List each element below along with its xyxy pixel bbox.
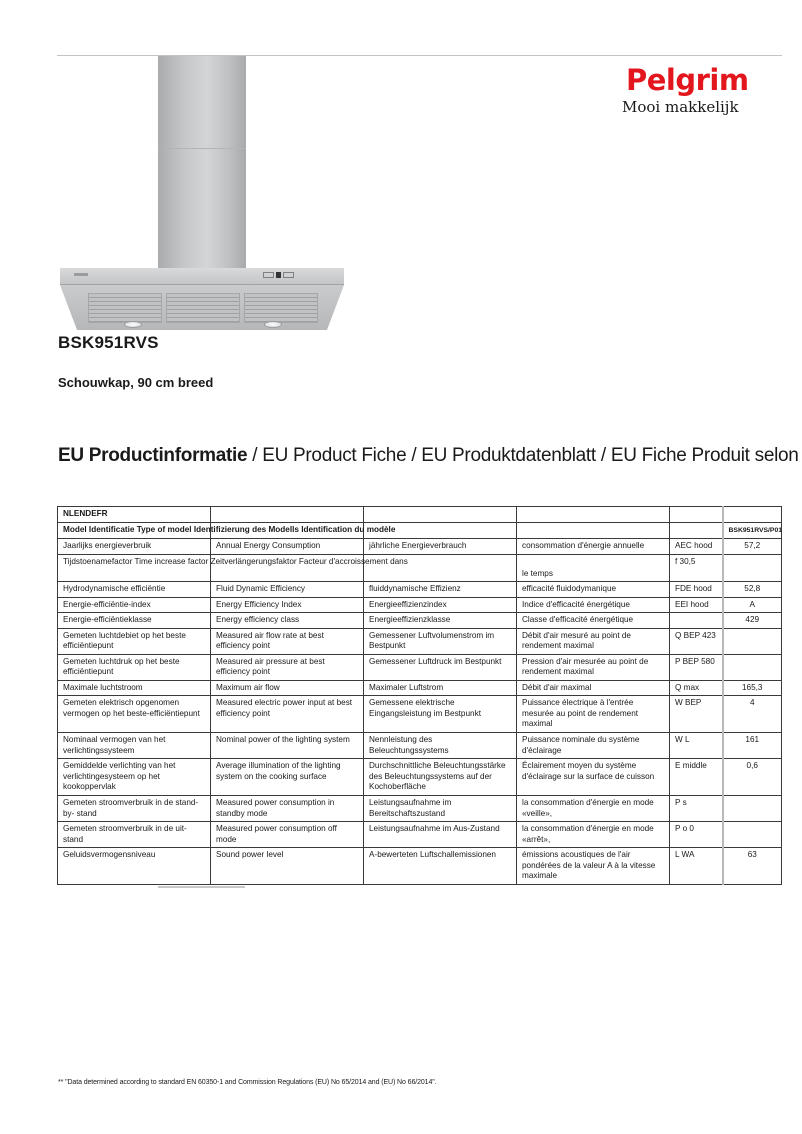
cell-nl: Energie-efficiëntie-index	[58, 597, 211, 613]
product-image	[57, 56, 347, 336]
cell-de: fluiddynamische Effizienz	[364, 582, 517, 598]
cell-en: Average illumination of the lighting system on the cooking surface	[211, 759, 364, 796]
hood-canopy-bottom	[60, 285, 344, 330]
brand-tagline: Mooi makkelijk	[622, 98, 739, 116]
cell-fr: Puissance nominale du système d'éclairage	[517, 733, 670, 759]
section-title-rest: / EU Product Fiche / EU Produktdatenblatt / EU Fiche Produit selon	[247, 445, 799, 466]
grease-filter-middle	[166, 293, 240, 323]
table-row	[58, 696, 782, 733]
cell-nl: Jaarlijks energieverbruik	[58, 539, 211, 555]
cell-nl: Gemeten stroomverbruik in de uit-stand	[58, 822, 211, 848]
table-row	[58, 680, 782, 696]
table-row	[58, 597, 782, 613]
cell-en: Measured power consumption off mode	[211, 822, 364, 848]
cell-en: Energy Efficiency Index	[211, 597, 364, 613]
cell-de: Gemessener Luftvolumenstrom im Bestpunkt	[364, 628, 517, 654]
cell-symbol: f 30,5	[670, 554, 723, 582]
cell-nl: Gemeten luchtdebiet op het beste efficiëntiepunt	[58, 628, 211, 654]
cell-fr: Débit d'air mesuré au point de rendement maximal	[517, 628, 670, 654]
cell-fr: Puissance électrique à l'entrée mesurée au point de rendement maximal	[517, 696, 670, 733]
brand-logo	[622, 63, 749, 116]
model-identification-row	[58, 522, 782, 539]
lamp-right	[264, 321, 282, 328]
cell-en: Measured electric power input at best efficiency point	[211, 696, 364, 733]
section-title-bold: EU Productinformatie	[58, 445, 248, 466]
cell-nl: Maximale luchtstroom	[58, 680, 211, 696]
cell-de: A-bewerteten Luftschallemissionen	[364, 848, 517, 885]
cell-value: 429	[723, 613, 782, 629]
cell-value: 0,6	[723, 759, 782, 796]
cell-value	[723, 654, 782, 680]
language-header: NLENDEFR	[58, 507, 211, 523]
cell-en: Measured power consumption in standby mode	[211, 796, 364, 822]
table-row	[58, 759, 782, 796]
cell-de: Gemessene elektrische Eingangsleistung im Bestpunkt	[364, 696, 517, 733]
footnote: ** "Data determined according to standard EN 60350-1 and Commission Regulations (EU) No 65/2014 and (EU) No 66/2014".	[58, 1079, 437, 1086]
cell-fr: Pression d'air mesurée au point de rendement maximal	[517, 654, 670, 680]
cell-nl: Gemeten elektrisch opgenomen vermogen op het beste-efficiëntiepunt	[58, 696, 211, 733]
cell-de: Gemessener Luftdruck im Bestpunkt	[364, 654, 517, 680]
hood-brand-mark	[74, 273, 88, 276]
cell-en: Energy efficiency class	[211, 613, 364, 629]
table-row	[58, 582, 782, 598]
table-row	[58, 848, 782, 885]
model-title: BSK951RVS	[58, 333, 159, 352]
cell-symbol: P o 0	[670, 822, 723, 848]
cell-nl: Energie-efficiëntieklasse	[58, 613, 211, 629]
cell-en: Annual Energy Consumption	[211, 539, 364, 555]
cell-symbol: EEI hood	[670, 597, 723, 613]
cell-symbol: E middle	[670, 759, 723, 796]
cell-symbol: W L	[670, 733, 723, 759]
table-row	[58, 733, 782, 759]
cell-value: 161	[723, 733, 782, 759]
cell-fr: Classe d'efficacité énergétique	[517, 613, 670, 629]
cell-value: A	[723, 597, 782, 613]
cell-de: Energieeffizienzindex	[364, 597, 517, 613]
cell-value	[723, 628, 782, 654]
table-row	[58, 822, 782, 848]
cell-value: 165,3	[723, 680, 782, 696]
cell-symbol: P s	[670, 796, 723, 822]
cell-en: Maximum air flow	[211, 680, 364, 696]
cell-fr: la consommation d'énergie en mode «veille»,	[517, 796, 670, 822]
cell-fr: Éclairement moyen du système d'éclairage sur la surface de cuisson	[517, 759, 670, 796]
table-row	[58, 539, 782, 555]
cell-symbol: Q max	[670, 680, 723, 696]
cell-nl: Gemiddelde verlichting van het verlichtingesysteem op het kookoppervlak	[58, 759, 211, 796]
cell-symbol	[670, 613, 723, 629]
product-description: Schouwkap, 90 cm breed	[58, 375, 214, 390]
cell-fr: consommation d'énergie annuelle	[517, 539, 670, 555]
hood-canopy-front	[60, 268, 344, 285]
cell-fr: Indice d'efficacité énergétique	[517, 597, 670, 613]
cell-value: 63	[723, 848, 782, 885]
decorative-bar	[158, 886, 245, 888]
cell-value: 52,8	[723, 582, 782, 598]
cell-de: Leistungsaufnahme im Bereitschaftszustand	[364, 796, 517, 822]
hood-chimney	[158, 56, 246, 268]
lamp-left	[124, 321, 142, 328]
cell-symbol: Q BEP 423	[670, 628, 723, 654]
cell-nl: Geluidsvermogensniveau	[58, 848, 211, 885]
cell-fr: la consommation d'énergie en mode «arrêt»,	[517, 822, 670, 848]
table-row	[58, 796, 782, 822]
table-row	[58, 628, 782, 654]
section-title	[58, 445, 799, 467]
table-row	[58, 654, 782, 680]
cell-value	[723, 554, 782, 582]
table-row	[58, 554, 782, 582]
cell-fr: le temps	[517, 554, 670, 582]
hood-controls	[263, 272, 299, 277]
cell-value	[723, 822, 782, 848]
cell-symbol: P BEP 580	[670, 654, 723, 680]
cell-de: Maximaler Luftstrom	[364, 680, 517, 696]
model-identification-value: BSK951RVS/P01	[723, 522, 782, 539]
cell-value	[723, 796, 782, 822]
cell-fr: efficacité fluidodymanique	[517, 582, 670, 598]
model-identification-label: Model Identificatie Type of model Identifizierung des Modells Identification du modèle	[58, 522, 211, 539]
cell-symbol: W BEP	[670, 696, 723, 733]
table-row	[58, 613, 782, 629]
cell-fr: émissions acoustiques de l'air pondérées de la valeur A à la vitesse maximale	[517, 848, 670, 885]
language-header-row	[58, 507, 782, 523]
cell-en: Sound power level	[211, 848, 364, 885]
cell-fr: Débit d'air maximal	[517, 680, 670, 696]
cell-en: Fluid Dynamic Efficiency	[211, 582, 364, 598]
cell-en: Measured air pressure at best efficiency point	[211, 654, 364, 680]
product-fiche-table	[57, 506, 782, 885]
cell-en: Measured air flow rate at best efficiency point	[211, 628, 364, 654]
cell-de: Energieeffizienzklasse	[364, 613, 517, 629]
merged-label: Tijdstoenamefactor Time increase factor Zeitverlängerungsfaktor Facteur d'accroissement dans	[63, 556, 408, 566]
cell-nl: Nominaal vermogen van het verlichtingssysteem	[58, 733, 211, 759]
cell-nl: Gemeten luchtdruk op het beste efficiëntiepunt	[58, 654, 211, 680]
brand-name: Pelgrim	[626, 63, 749, 97]
cell-en: Nominal power of the lighting system	[211, 733, 364, 759]
grease-filter-left	[88, 293, 162, 323]
cell-symbol: AEC hood	[670, 539, 723, 555]
cell-nl: Gemeten stroomverbruik in de stand-by- stand	[58, 796, 211, 822]
grease-filter-right	[244, 293, 318, 323]
cell-nl	[58, 554, 408, 582]
cell-value: 4	[723, 696, 782, 733]
cell-de: Durchschnittliche Beleuchtungsstärke des Beleuchtungssystems auf der Kochoberfläche	[364, 759, 517, 796]
cell-de: jährliche Energieverbrauch	[364, 539, 517, 555]
cell-symbol: L WA	[670, 848, 723, 885]
cell-value: 57,2	[723, 539, 782, 555]
cell-de: Leistungsaufnahme im Aus-Zustand	[364, 822, 517, 848]
cell-de: Nennleistung des Beleuchtungssystems	[364, 733, 517, 759]
cell-nl: Hydrodynamische efficiëntie	[58, 582, 211, 598]
cell-symbol: FDE hood	[670, 582, 723, 598]
